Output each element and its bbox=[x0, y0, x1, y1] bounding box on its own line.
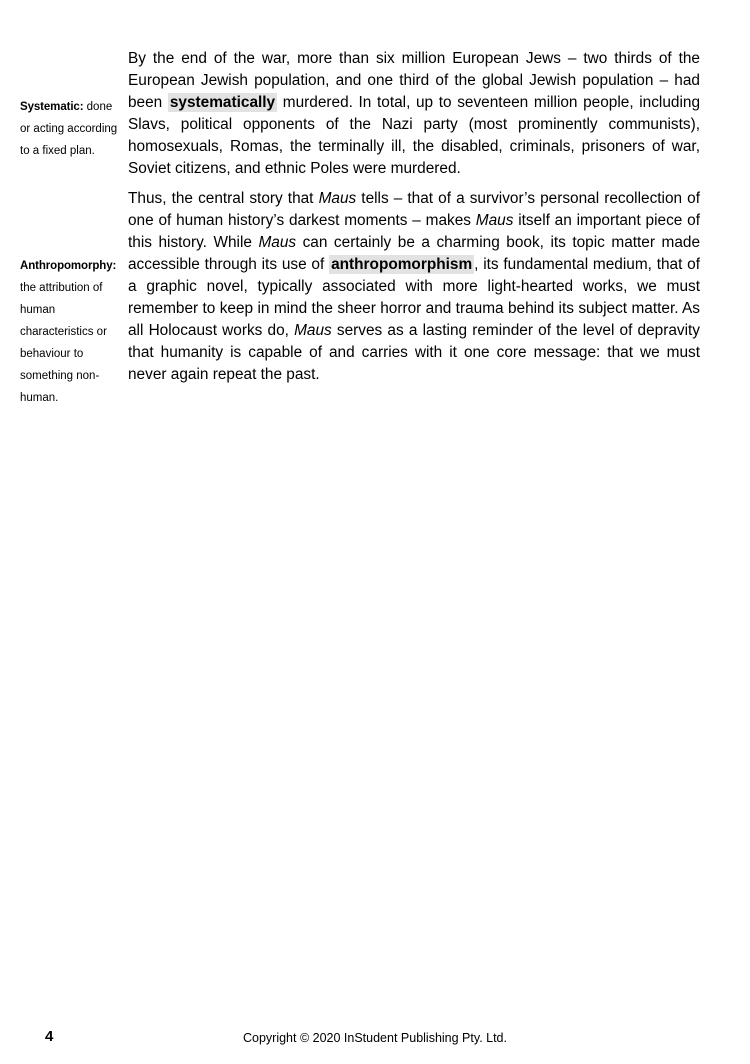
book-title-maus-2: Maus bbox=[475, 212, 514, 229]
paragraph-1-segment-2: murdered. In total, up to seventeen million people, including Slavs, political opponents of the Nazi party (most prominently communists), homosexuals, Romas, the terminally ill, the disabled, criminals, prisoners of war, Soviet citizens, and ethnic Poles were murdered. bbox=[128, 94, 701, 177]
paragraph-2-segment-2: tells – that of a survivor’s personal recollection of one of human history’s darkest moments – makes bbox=[128, 190, 701, 229]
glossary-term-anthropomorphy: Anthropomorphy: bbox=[20, 260, 117, 272]
page-number: 4 bbox=[45, 1028, 54, 1045]
glossary-entry-systematic bbox=[20, 96, 122, 162]
body-text-column bbox=[128, 48, 700, 386]
paragraph-2-segment-1: Thus, the central story that bbox=[128, 190, 319, 207]
glossary-definition-systematic: done or acting according to a fixed plan. bbox=[20, 101, 118, 157]
paragraph-maus-significance bbox=[128, 188, 700, 386]
paragraph-2-segment-4: can certainly be a charming book, its topic matter made accessible through its use of bbox=[128, 234, 701, 273]
glossary-term-systematic: Systematic: bbox=[20, 101, 84, 113]
book-title-maus-3: Maus bbox=[258, 234, 297, 251]
paragraph-2-segment-6: serves as a lasting reminder of the level of depravity that humanity is capable of and carries with it one core message: that we must never again repeat the past. bbox=[128, 322, 700, 383]
glossary-entry-anthropomorphy bbox=[20, 255, 122, 409]
book-title-maus-4: Maus bbox=[294, 322, 332, 339]
book-title-maus-1: Maus bbox=[318, 190, 357, 207]
paragraph-war-casualties bbox=[128, 48, 700, 180]
paragraph-1-segment-1: By the end of the war, more than six million European Jews – two thirds of the European Jewish population, and one third of the global Jewish population – had been bbox=[128, 50, 700, 111]
paragraph-2-segment-3: itself an important piece of this history. While bbox=[128, 212, 700, 251]
key-term-anthropomorphism: anthropomorphism bbox=[331, 256, 473, 273]
copyright-notice: Copyright © 2020 InStudent Publishing Pty. Ltd. bbox=[242, 1031, 507, 1045]
page-footer bbox=[0, 1028, 750, 1052]
key-term-systematically: systematically bbox=[169, 94, 276, 111]
paragraph-2-segment-5: , its fundamental medium, that of a graphic novel, typically associated with more light-hearted works, we must remember to keep in mind the sheer horror and trauma behind its subject matter. As all Holocaust works do, bbox=[128, 256, 701, 339]
glossary-definition-anthropomorphy: the attribution of human characteristics or behaviour to something non-human. bbox=[20, 282, 107, 404]
